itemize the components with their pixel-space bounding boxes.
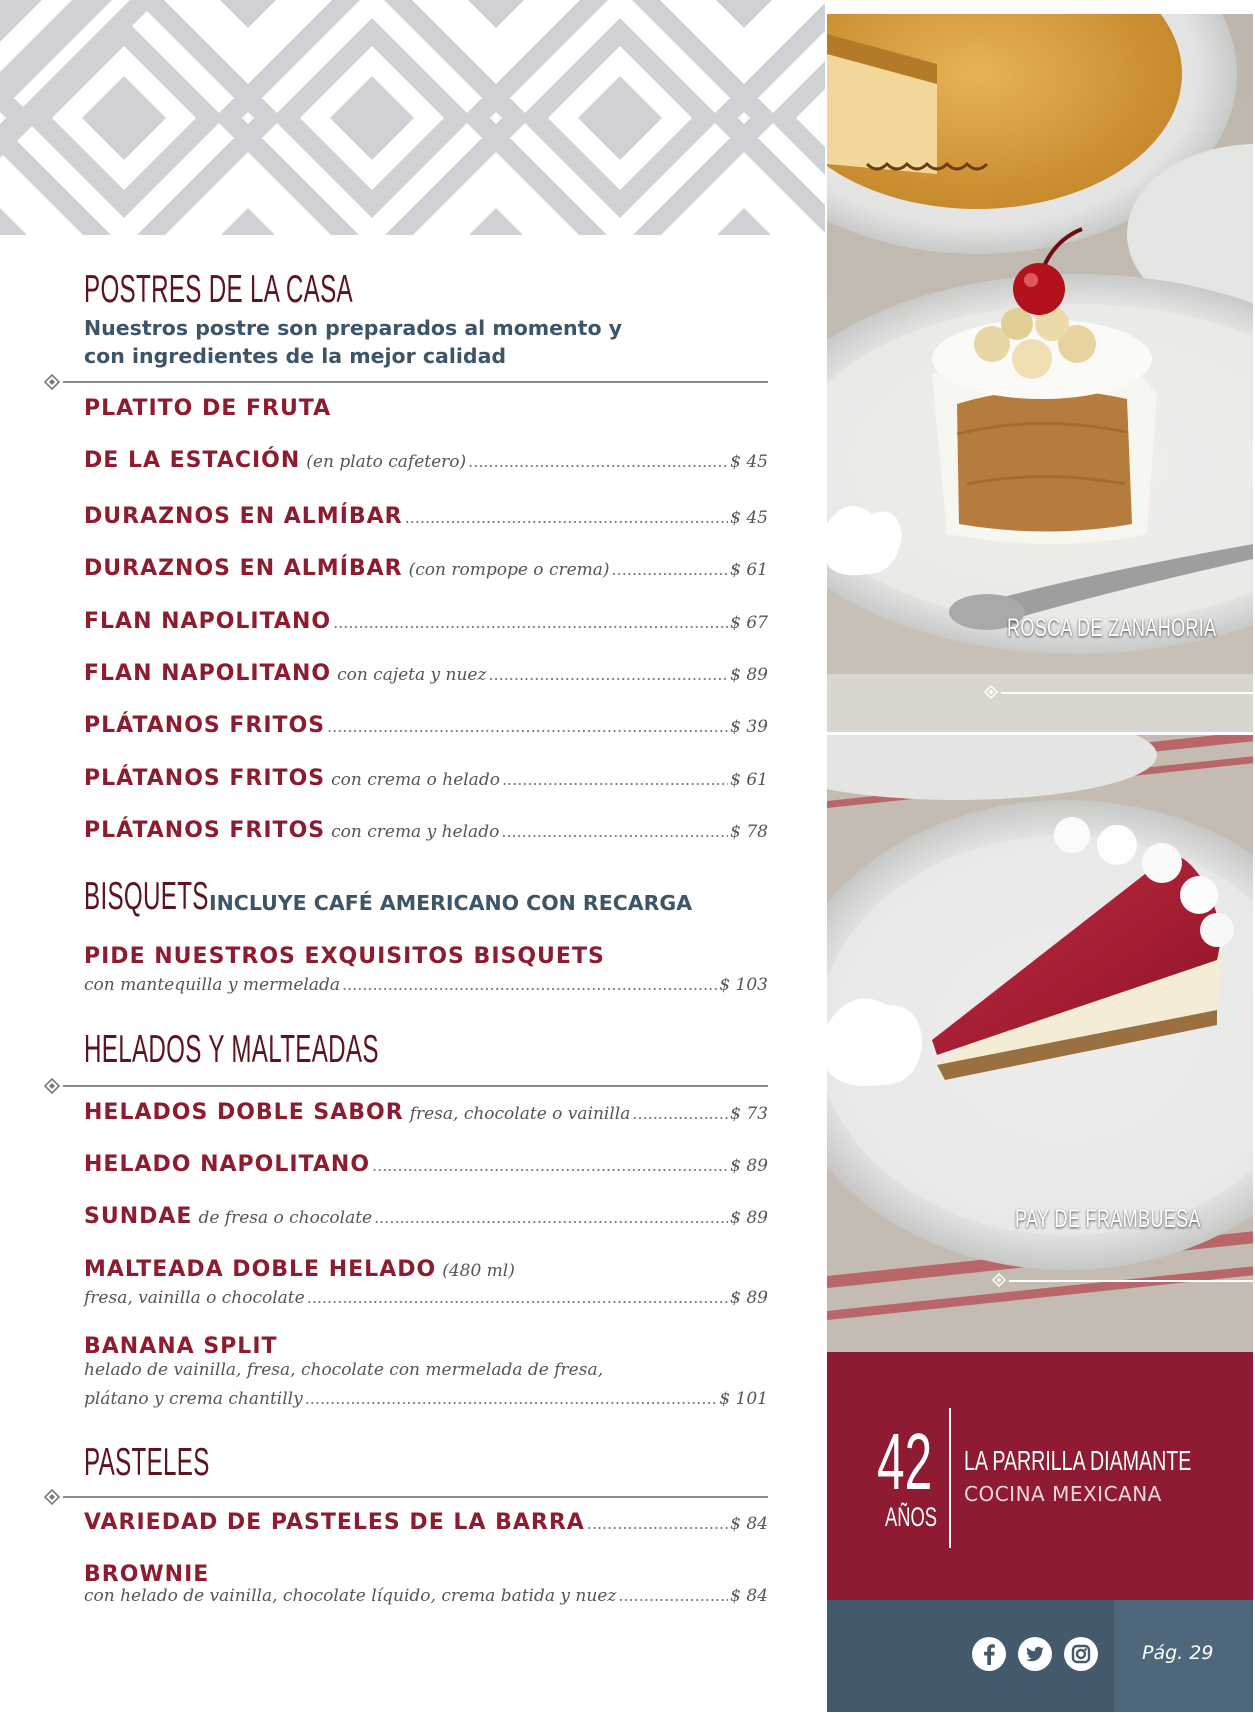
dot-leader: [632, 1104, 728, 1123]
page-number: Pág. 29: [1142, 1642, 1214, 1664]
menu-item-detail: [84, 1288, 768, 1308]
menu-item: [84, 1257, 768, 1282]
instagram-icon[interactable]: [1063, 1636, 1099, 1672]
photo-caption-pay: PAY DE FRAMBUESA: [1015, 1205, 1201, 1233]
dot-leader: [618, 1586, 728, 1605]
menu-item: [84, 1334, 768, 1359]
dot-leader: [587, 1514, 728, 1533]
menu-item: [84, 609, 768, 634]
caption-divider: [1001, 692, 1253, 694]
menu-item: [84, 1204, 768, 1229]
dot-leader: [342, 975, 717, 994]
menu-item: [84, 713, 768, 738]
menu-item: [84, 396, 768, 421]
item-description: con crema y helado: [331, 822, 500, 842]
item-price: $ 89: [730, 1288, 768, 1308]
raspberry-cheesecake-photo: [827, 735, 1253, 1352]
item-price: $ 89: [730, 665, 768, 685]
menu-item: [84, 1100, 768, 1125]
section-divider: [63, 1085, 768, 1087]
caption-divider: [1009, 1280, 1253, 1282]
item-price: $ 89: [730, 1208, 768, 1228]
twitter-icon[interactable]: [1017, 1636, 1053, 1672]
item-name: BROWNIE: [84, 1562, 210, 1587]
item-size: (480 ml): [442, 1261, 515, 1281]
item-name: PLATITO DE FRUTA: [84, 396, 332, 421]
item-price: $ 89: [730, 1156, 768, 1176]
item-name: DURAZNOS EN ALMÍBAR: [84, 504, 403, 529]
section-subtitle-postres-line2: con ingredientes de la mejor calidad: [84, 344, 507, 368]
item-price: $ 61: [730, 770, 768, 790]
item-price: $ 45: [730, 452, 768, 472]
item-description: fresa, vainilla o chocolate: [84, 1288, 305, 1308]
item-description: con cajeta y nuez: [337, 665, 487, 685]
diamond-bullet-icon: [984, 685, 998, 699]
menu-item-detail: [84, 975, 768, 995]
photo-rosca-de-zanahoria: [827, 14, 1253, 732]
section-title-pasteles: PASTELES: [84, 1441, 210, 1484]
dot-leader: [327, 717, 728, 736]
item-price: $ 45: [730, 508, 768, 528]
diamond-bullet-icon: [44, 1489, 60, 1505]
menu-item-detail: [84, 1389, 768, 1409]
menu-item: [84, 1152, 768, 1177]
diamond-bullet-icon: [44, 374, 60, 390]
dot-leader: [488, 665, 728, 684]
menu-item: [84, 448, 768, 473]
item-description: helado de vainilla, fresa, chocolate con mermelada de fresa,: [84, 1360, 603, 1380]
item-name: PLÁTANOS FRITOS: [84, 818, 326, 843]
item-description: con crema o helado: [331, 770, 500, 790]
photo-pay-de-frambuesa: [827, 735, 1253, 1352]
years-label: AÑOS: [885, 1502, 938, 1532]
item-price: $ 84: [730, 1514, 768, 1534]
item-name: PIDE NUESTROS EXQUISITOS BISQUETS: [84, 944, 605, 969]
dot-leader: [468, 452, 728, 471]
item-price: $ 84: [730, 1586, 768, 1606]
menu-item: [84, 1562, 768, 1587]
social-links: [827, 1600, 1114, 1712]
item-description: con helado de vainilla, chocolate líquido, crema batida y nuez: [84, 1586, 617, 1606]
footer-bar: [827, 1600, 1253, 1712]
item-name: SUNDAE: [84, 1204, 193, 1229]
brand-name: LA PARRILLA DIAMANTE: [964, 1445, 1192, 1476]
item-price: $ 78: [730, 822, 768, 842]
item-name: HELADOS DOBLE SABOR: [84, 1100, 404, 1125]
dot-leader: [333, 613, 728, 632]
section-subtitle-bisquets: INCLUYE CAFÉ AMERICANO CON RECARGA: [209, 891, 693, 915]
item-name: PLÁTANOS FRITOS: [84, 766, 326, 791]
dot-leader: [502, 770, 728, 789]
facebook-icon[interactable]: [971, 1636, 1007, 1672]
item-name: DE LA ESTACIÓN: [84, 448, 301, 473]
section-divider: [63, 1496, 768, 1498]
diamond-bullet-icon: [44, 1078, 60, 1094]
item-name: MALTEADA DOBLE HELADO: [84, 1257, 437, 1282]
section-divider: [63, 381, 768, 383]
brand-divider: [949, 1408, 951, 1548]
menu-item: [84, 661, 768, 686]
item-name: BANANA SPLIT: [84, 1334, 278, 1359]
item-name: PLÁTANOS FRITOS: [84, 713, 326, 738]
item-description: de fresa o chocolate: [198, 1208, 373, 1228]
section-title-helados: HELADOS Y MALTEADAS: [84, 1028, 379, 1071]
photo-caption-rosca: ROSCA DE ZANAHORIA: [1007, 614, 1217, 642]
item-description: fresa, chocolate o vainilla: [409, 1104, 631, 1124]
dot-leader: [374, 1208, 728, 1227]
dot-leader: [501, 822, 728, 841]
item-price: $ 73: [730, 1104, 768, 1124]
section-title-postres: POSTRES DE LA CASA: [84, 268, 353, 311]
item-price: $ 103: [719, 975, 768, 995]
menu-item-detail: [84, 1586, 768, 1606]
item-description: (en plato cafetero): [306, 452, 467, 472]
photo-column: [827, 14, 1253, 1712]
item-name: FLAN NAPOLITANO: [84, 609, 332, 634]
item-description: con mantequilla y mermelada: [84, 975, 340, 995]
item-price: $ 67: [730, 613, 768, 633]
dot-leader: [612, 560, 729, 579]
item-name: VARIEDAD DE PASTELES DE LA BARRA: [84, 1510, 585, 1535]
menu-item: [84, 556, 768, 581]
dot-leader: [305, 1389, 718, 1408]
item-name: HELADO NAPOLITANO: [84, 1152, 371, 1177]
years-number: 42: [877, 1417, 933, 1506]
menu-item: [84, 504, 768, 529]
item-price: $ 101: [719, 1389, 768, 1409]
item-name: FLAN NAPOLITANO: [84, 661, 332, 686]
menu-item: [84, 944, 768, 969]
menu-item: [84, 1510, 768, 1535]
item-price: $ 39: [730, 717, 768, 737]
dot-leader: [307, 1288, 728, 1307]
item-price: $ 61: [730, 560, 768, 580]
page-number-box: [1114, 1600, 1253, 1712]
item-name: DURAZNOS EN ALMÍBAR: [84, 556, 403, 581]
menu-item: [84, 818, 768, 843]
item-description: (con rompope o crema): [408, 560, 610, 580]
dot-leader: [372, 1156, 728, 1175]
item-description: plátano y crema chantilly: [84, 1389, 303, 1409]
brand-tagline: COCINA MEXICANA: [964, 1482, 1162, 1506]
menu-item: [84, 766, 768, 791]
diamond-bullet-icon: [992, 1273, 1006, 1287]
dot-leader: [405, 508, 729, 527]
section-title-bisquets: BISQUETS: [84, 875, 209, 918]
section-subtitle-postres-line1: Nuestros postre son preparados al momento y: [84, 316, 623, 340]
brand-block: [827, 1352, 1253, 1600]
